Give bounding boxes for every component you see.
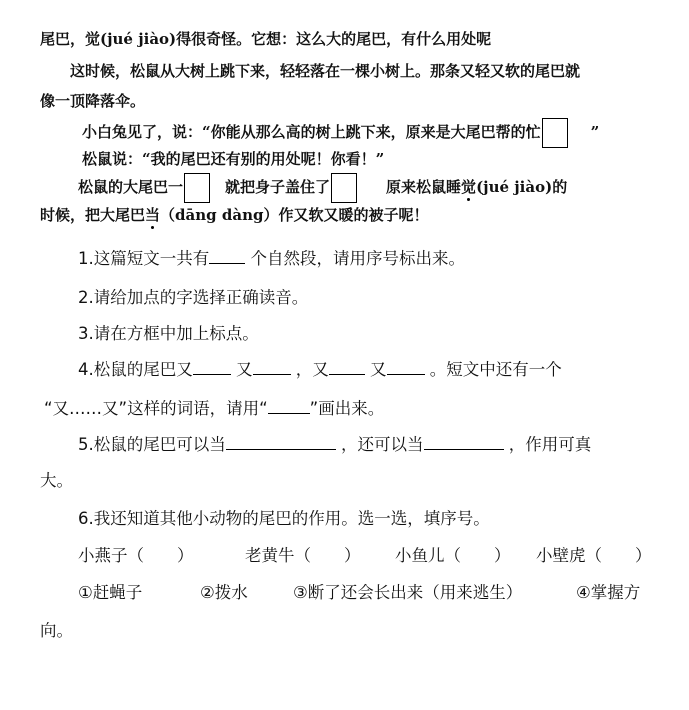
option-text: 向。 [40, 621, 73, 640]
question-text: 2.请给加点的字选择正确读音。 [78, 288, 309, 307]
option-item [576, 579, 640, 603]
question-text: 6.我还知道其他小动物的尾巴的作用。选一选，填序号。 [78, 509, 490, 528]
dotted-char: 当 [145, 206, 161, 224]
question-text: 5.松鼠的尾巴可以当 [78, 435, 226, 454]
passage-line [40, 28, 491, 49]
question-text: ”画出来。 [309, 399, 385, 418]
animal-item[interactable] [395, 542, 511, 566]
option-text: ②拨水 [200, 583, 248, 602]
passage-text: 松鼠说：“我的尾巴还有别的用处呢！你看！” [82, 150, 385, 168]
passage-text: 像一顶降落伞。 [40, 92, 146, 110]
answer-blank[interactable] [268, 397, 310, 414]
question-text: 4.松鼠的尾巴又 [78, 360, 193, 379]
answer-blank[interactable] [209, 247, 245, 264]
passage-text: 就把身子盖住了 [225, 178, 331, 196]
animal-choice[interactable]: 小燕子（ ） [78, 546, 194, 565]
passage-text: 这时候，松鼠从大树上跳下来，轻轻落在一棵小树上。那条又轻又软的尾巴就 [70, 62, 581, 80]
animal-item[interactable] [536, 542, 652, 566]
animal-choice[interactable]: 老黄牛（ ） [245, 546, 361, 565]
passage-line [40, 204, 428, 225]
passage-text: 时候，把大尾巴 [40, 206, 146, 224]
passage-line [82, 148, 384, 169]
passage-line [78, 173, 567, 203]
passage-line [82, 118, 599, 148]
option-text: ③断了还会长出来（用来逃生） [293, 583, 523, 602]
question-text: 3.请在方框中加上标点。 [78, 324, 259, 343]
passage-text: (jué jiào)的 [476, 178, 568, 196]
answer-blank[interactable] [253, 358, 291, 375]
option-text: ④掌握方 [576, 583, 641, 602]
passage-text: 小白兔见了，说：“你能从那么高的树上跳下来，原来是大尾巴帮的忙 [82, 123, 541, 141]
question-text: “又……又”这样的词语，请用“ [44, 399, 268, 418]
question-text: 。短文中还有一个 [429, 360, 562, 379]
answer-blank[interactable] [424, 433, 504, 450]
passage-text: 尾巴，觉(jué jiào)得很奇怪。它想：这么大的尾巴，有什么用处呢 [40, 30, 492, 48]
question-text: 大。 [40, 471, 73, 490]
question-text: 个自然段，请用序号标出来。 [250, 249, 465, 268]
passage-line [70, 60, 580, 81]
question-5-cont [40, 467, 73, 491]
question-2 [78, 284, 308, 308]
animal-item[interactable] [245, 542, 361, 566]
question-4 [78, 356, 562, 380]
question-text: 1.这篇短文一共有 [78, 249, 210, 268]
option-item [293, 579, 522, 603]
option-item-cont [40, 617, 73, 641]
passage-text: 原来松鼠睡 [386, 178, 462, 196]
answer-blank[interactable] [329, 358, 365, 375]
punctuation-box[interactable] [184, 173, 210, 203]
question-5 [78, 431, 591, 455]
animal-choice[interactable]: 小壁虎（ ） [536, 546, 652, 565]
question-6 [78, 505, 490, 529]
passage-text: （dāng dàng）作又软又暖的被子呢！ [160, 206, 429, 224]
animal-item[interactable] [78, 542, 194, 566]
question-text: ，又 [295, 360, 329, 379]
punctuation-box[interactable] [542, 118, 568, 148]
option-text: ①赶蝇子 [78, 583, 143, 602]
passage-text: 松鼠的大尾巴一 [78, 178, 184, 196]
answer-blank[interactable] [387, 358, 425, 375]
option-item [200, 579, 248, 603]
question-text: ，作用可真 [508, 435, 592, 454]
question-1 [78, 245, 465, 269]
question-text: ，还可以当 [341, 435, 424, 454]
answer-blank[interactable] [226, 433, 336, 450]
question-text: 又 [370, 360, 387, 379]
passage-text: ” [590, 123, 600, 141]
option-item [78, 579, 142, 603]
question-3 [78, 320, 259, 344]
punctuation-box[interactable] [331, 173, 357, 203]
passage-line [40, 90, 145, 111]
answer-blank[interactable] [193, 358, 231, 375]
animal-choice[interactable]: 小鱼儿（ ） [395, 546, 511, 565]
dotted-char: 觉 [461, 178, 477, 196]
question-text: 又 [236, 360, 253, 379]
question-4-cont [44, 395, 384, 419]
